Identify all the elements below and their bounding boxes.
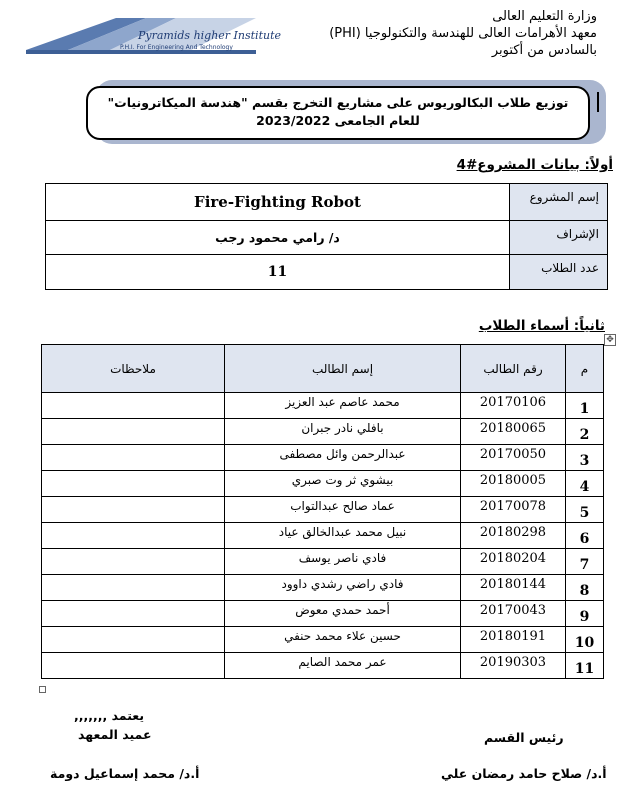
student-row	[42, 393, 604, 419]
header-institution	[257, 8, 597, 59]
student-notes-cell	[42, 445, 225, 471]
header-institute: معهد الأهرامات العالى للهندسة والتكنولوجيا (PHI)	[329, 26, 597, 41]
student-number-cell: 6	[566, 523, 604, 549]
student-id-cell: 20180204	[461, 549, 566, 575]
student-id-cell: 20170050	[461, 445, 566, 471]
logo-text-sub: P.H.I. For Engineering And Technology	[120, 44, 233, 51]
student-number-cell: 9	[566, 601, 604, 627]
student-notes-cell	[42, 601, 225, 627]
student-row	[42, 575, 604, 601]
header-number: م	[566, 345, 604, 393]
student-notes-cell	[42, 627, 225, 653]
header-notes: ملاحظات	[42, 345, 225, 393]
table-resize-handle-icon[interactable]	[39, 686, 46, 693]
department-head-title: رئيس القسم	[484, 730, 564, 745]
student-number-cell: 2	[566, 419, 604, 445]
student-name-cell: محمد عاصم عبد العزيز	[225, 393, 461, 419]
header-student-id: رقم الطالب	[461, 345, 566, 393]
student-row	[42, 549, 604, 575]
student-number-cell: 5	[566, 497, 604, 523]
student-number-cell: 10	[566, 627, 604, 653]
text-cursor	[597, 92, 599, 112]
student-name-cell: عماد صالح عبدالتواب	[225, 497, 461, 523]
section-project-info-heading: أولاً: بيانات المشروع#4	[456, 157, 613, 173]
student-id-cell: 20170078	[461, 497, 566, 523]
student-notes-cell	[42, 497, 225, 523]
header-student-name: إسم الطالب	[225, 345, 461, 393]
logo-text-main: Pyramids higher Institute	[138, 29, 282, 42]
student-number-cell: 8	[566, 575, 604, 601]
student-name-cell: فادي راضي رشدي داوود	[225, 575, 461, 601]
student-name-cell: حسين علاء محمد حنفي	[225, 627, 461, 653]
student-name-cell: أحمد حمدي معوض	[225, 601, 461, 627]
student-row	[42, 627, 604, 653]
table-move-handle-icon[interactable]: ✥	[604, 334, 616, 346]
student-name-cell: بيشوي ثر وت صبري	[225, 471, 461, 497]
student-row	[42, 419, 604, 445]
student-number-cell: 7	[566, 549, 604, 575]
student-notes-cell	[42, 549, 225, 575]
header-ministry: وزارة التعليم العالى	[492, 9, 597, 24]
project-name-label: إسم المشروع	[510, 184, 608, 221]
project-supervisor-value: د/ رامي محمود رجب	[46, 221, 510, 255]
student-row	[42, 601, 604, 627]
project-supervisor-label: الإشراف	[510, 221, 608, 255]
student-notes-cell	[42, 419, 225, 445]
student-id-cell: 20180144	[461, 575, 566, 601]
student-notes-cell	[42, 393, 225, 419]
project-student-count-value: 11	[46, 255, 510, 290]
student-id-cell: 20180298	[461, 523, 566, 549]
document-title-line1: توزيع طلاب البكالوريوس على مشاريع التخرج بقسم "هندسة الميكاترونيات"	[107, 95, 569, 110]
student-row	[42, 653, 604, 679]
student-number-cell: 1	[566, 393, 604, 419]
student-name-cell: فادي ناصر يوسف	[225, 549, 461, 575]
student-id-cell: 20190303	[461, 653, 566, 679]
student-id-cell: 20180065	[461, 419, 566, 445]
approval-text: يعتمد ,,,,,,,	[74, 708, 145, 723]
dean-name: أ.د/ محمد إسماعيل دومة	[50, 766, 200, 781]
header-location: بالسادس من أكتوبر	[491, 43, 597, 58]
student-name-cell: نبيل محمد عبدالخالق عياد	[225, 523, 461, 549]
student-notes-cell	[42, 653, 225, 679]
student-number-cell: 11	[566, 653, 604, 679]
project-info-table	[45, 183, 608, 290]
student-row	[42, 497, 604, 523]
student-notes-cell	[42, 523, 225, 549]
student-notes-cell	[42, 575, 225, 601]
student-name-cell: عمر محمد الصايم	[225, 653, 461, 679]
project-name-value: Fire-Fighting Robot	[46, 184, 510, 221]
students-table-header-row	[42, 345, 604, 393]
student-row	[42, 523, 604, 549]
dean-title: عميد المعهد	[78, 727, 152, 742]
department-head-name: أ.د/ صلاح حامد رمضان علي	[441, 766, 607, 781]
institute-logo	[26, 14, 282, 60]
student-name-cell: بافلي نادر جبران	[225, 419, 461, 445]
students-table	[41, 344, 604, 679]
document-title-box	[86, 86, 590, 140]
student-id-cell: 20170106	[461, 393, 566, 419]
student-notes-cell	[42, 471, 225, 497]
project-student-count-label: عدد الطلاب	[510, 255, 608, 290]
student-id-cell: 20180005	[461, 471, 566, 497]
student-row	[42, 471, 604, 497]
student-id-cell: 20170043	[461, 601, 566, 627]
student-number-cell: 4	[566, 471, 604, 497]
student-row	[42, 445, 604, 471]
student-id-cell: 20180191	[461, 627, 566, 653]
section-students-heading: ثانياً: أسماء الطلاب	[478, 318, 605, 334]
document-title-line2: للعام الجامعى 2023/2022	[256, 113, 420, 128]
student-name-cell: عبدالرحمن وائل مصطفى	[225, 445, 461, 471]
student-number-cell: 3	[566, 445, 604, 471]
